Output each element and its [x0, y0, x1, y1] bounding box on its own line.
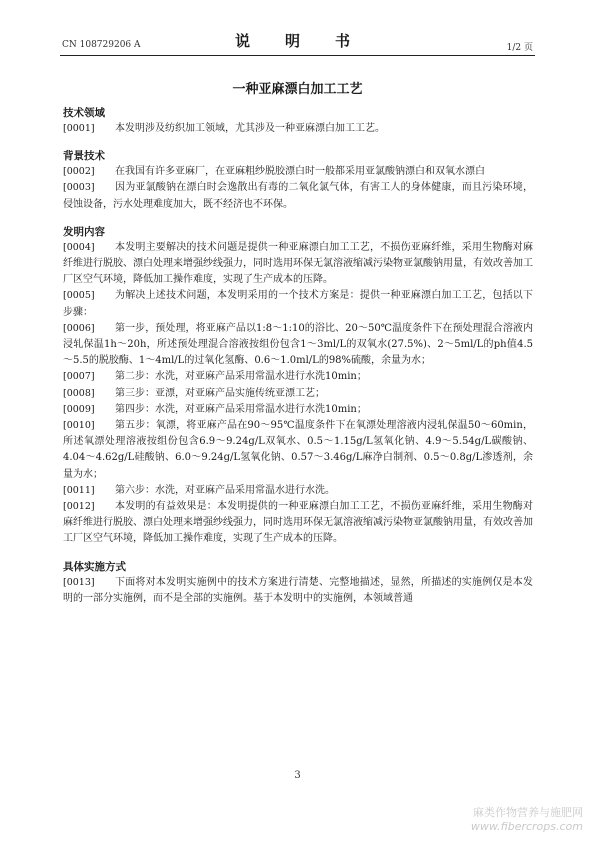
paragraph: [63, 369, 533, 385]
paragraph-text: 下面将对本发明实施例中的技术方案进行清楚、完整地描述，显然，所描述的实施例仅是本发明的一部分实施例，而不是全部的实施例。基于本发明中的实施例，本领域普通: [63, 576, 533, 604]
paragraph: [63, 164, 533, 180]
paragraph-number: [0010]: [63, 420, 95, 432]
paragraph-text: 在我国有许多亚麻厂，在亚麻粗纱脱胶漂白时一般都采用亚氯酸钠漂白和双氧水漂白: [115, 166, 485, 178]
paragraph-text: 本发明主要解决的技术问题是提供一种亚麻漂白加工工艺，不损伤亚麻纤维，采用生物酶对麻纤维进行脱胶、漂白处理来增强纱线强力，同时选用环保无氯溶液缩减污染物亚氯酸钠用量，有效改善加工厂区空气环境，降低加工操作难度，实现了生产成本的压降。: [63, 241, 533, 286]
section-heading-technical-field: 技术领域: [63, 107, 105, 119]
invention-title: 一种亚麻漂白加工工艺: [232, 82, 363, 97]
paragraph-number: [0013]: [63, 576, 95, 588]
paragraph: [63, 402, 533, 418]
paragraph-number: [0002]: [63, 166, 95, 178]
paragraph-number: [0001]: [63, 123, 95, 134]
paragraph-number: [0005]: [63, 290, 95, 302]
paragraph: [63, 499, 533, 548]
section-heading-background: 背景技术: [63, 150, 105, 163]
paragraph-number: [0007]: [63, 371, 95, 383]
watermark-url: www.fibercrops.com: [470, 820, 583, 833]
paragraph-text: 本发明的有益效果是：本发明提供的一种亚麻漂白加工工艺，不损伤亚麻纤维，采用生物酶对麻纤维进行脱胶、漂白处理来增强纱线强力，同时选用环保无氯溶液缩减污染物亚氯酸钠用量，有效改善加工厂区空气环境，降低加工操作难度，实现了生产成本的压降。: [63, 501, 533, 545]
paragraph-text: 第四步：水洗，对亚麻产品采用常温水进行水洗10min；: [115, 403, 367, 415]
page-header: [0, 0, 595, 60]
paragraph-number: [0006]: [63, 322, 95, 334]
paragraph-number: [0011]: [63, 484, 95, 496]
paragraph-number: [0009]: [63, 403, 95, 415]
doc-title: 说 明 书: [234, 32, 360, 50]
doc-number: CN 108729206 A: [62, 40, 141, 50]
document-body: [63, 106, 533, 607]
paragraph-text: 为解决上述技术问题，本发明采用的一个技术方案是：提供一种亚麻漂白加工工艺，包括以下步骤：: [63, 290, 533, 318]
paragraph: [63, 240, 533, 289]
watermark-site-name: 麻类作物营养与施肥网: [473, 806, 583, 819]
paragraph: [63, 321, 533, 370]
paragraph-text: 第一步，预处理，将亚麻产品以1:8～1:10的浴比、20～50℃温度条件下在预处理混合溶液内浸轧保温1h～20h，所述预处理混合溶液按组份包含1～3ml/L的双氧水(27.5%)、2～5ml/L的ph值4.5～5.5的脱胶酶、1～4ml/L的过氧化氢酶、0.6～1.0ml/L的98%硫酸，余量为水；: [63, 322, 533, 367]
page-count: 1/2 页: [506, 43, 533, 53]
paragraph-text: 第三步：亚漂，对亚麻产品实施传统亚漂工艺；: [115, 387, 325, 399]
paragraph-text: 本发明涉及纺织加工领域，尤其涉及一种亚麻漂白加工工艺。: [115, 123, 385, 134]
paragraph: [63, 288, 533, 320]
section-heading-embodiments: 具体实施方式: [63, 560, 126, 573]
paragraph-text: 第六步：水洗，对亚麻产品采用常温水进行水洗。: [115, 484, 335, 496]
paragraph: [63, 180, 533, 212]
paragraph-number: [0012]: [63, 501, 95, 513]
page-number: 3: [294, 770, 301, 781]
section-heading-summary: 发明内容: [63, 225, 105, 238]
paragraph-text: 因为亚氯酸钠在漂白时会逸散出有毒的二氧化氯气体，有害工人的身体健康，而且污染环境，侵蚀设备，污水处理难度加大，既不经济也不环保。: [63, 182, 533, 210]
paragraph-number: [0004]: [63, 241, 95, 253]
paragraph: [63, 121, 533, 137]
paragraph-number: [0008]: [63, 387, 95, 399]
paragraph-text: 第二步：水洗，对亚麻产品采用常温水进行水洗10min；: [115, 371, 367, 383]
header-divider: [60, 55, 535, 56]
paragraph: [63, 575, 533, 607]
watermark: [471, 806, 583, 834]
paragraph: [63, 386, 533, 402]
paragraph-number: [0003]: [63, 182, 95, 194]
paragraph: [63, 418, 533, 483]
paragraph: [63, 483, 533, 499]
paragraph-text: 第五步：氧漂，将亚麻产品在90～95℃温度条件下在氧漂处理溶液内浸轧保温50～60min，所述氧漂处理溶液按组份包含6.9～9.24g/L双氧水、0.5～1.15g/L氢氧化钠、4.9～5.54g/L碳酸钠、4.04～4.62g/L硅酸钠、6.0～9.24g/L氢氧化钠、0.57～3.46g/L麻净白制剂、0.5～0.8g/L渗透剂，余量为水；: [63, 420, 533, 480]
